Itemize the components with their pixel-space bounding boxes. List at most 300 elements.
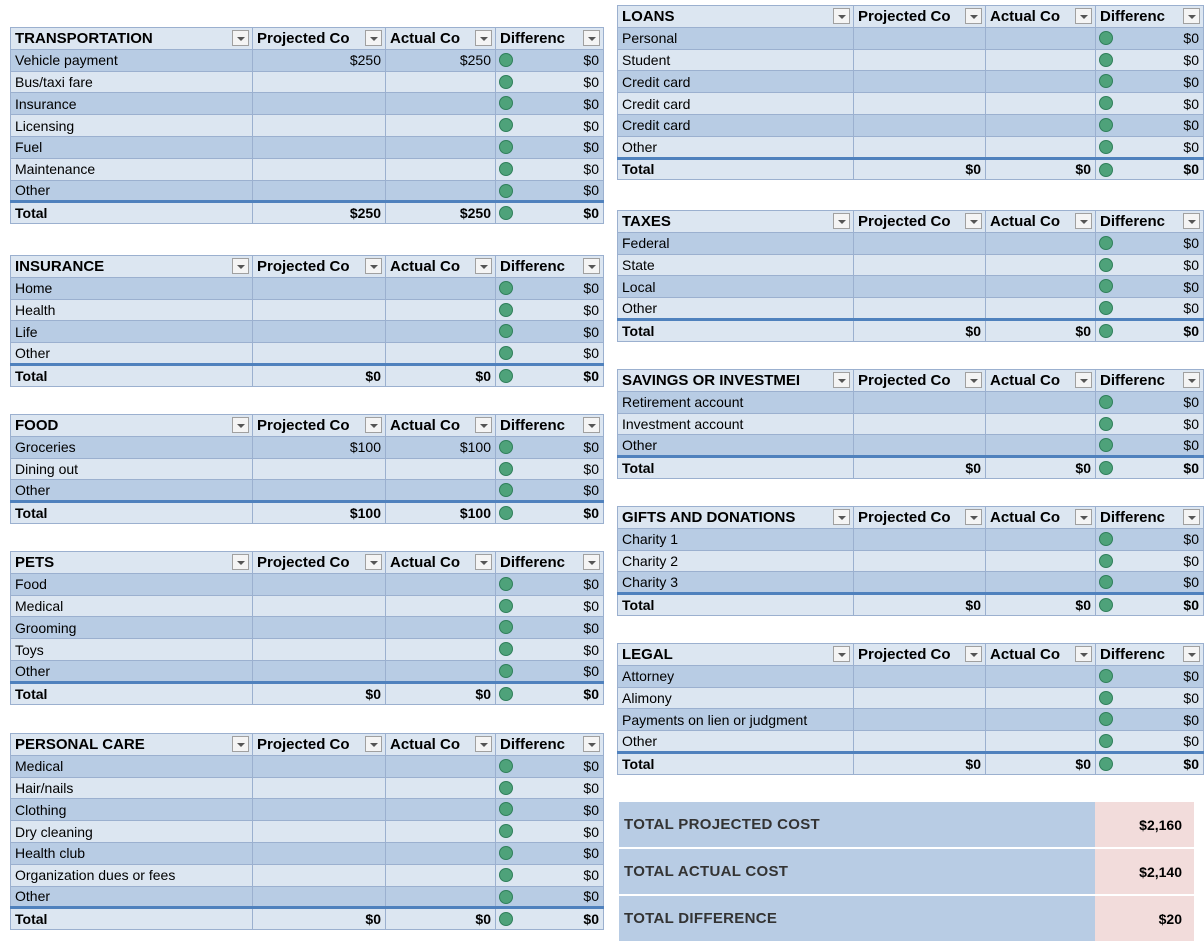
projected-cost-header[interactable] — [854, 370, 986, 392]
category-title-header[interactable] — [618, 644, 854, 666]
difference-cell[interactable] — [496, 49, 604, 71]
difference-cell[interactable] — [1096, 276, 1204, 298]
projected-cost-cell[interactable] — [854, 550, 986, 572]
difference-cell[interactable] — [496, 180, 604, 202]
actual-cost-cell[interactable] — [386, 821, 496, 843]
difference-cell[interactable] — [496, 639, 604, 661]
item-label-cell[interactable] — [618, 572, 854, 594]
total-projected-cell[interactable] — [854, 158, 986, 180]
actual-cost-header[interactable] — [386, 552, 496, 574]
actual-cost-header[interactable] — [986, 507, 1096, 529]
actual-cost-cell[interactable] — [986, 71, 1096, 93]
difference-cell[interactable] — [496, 321, 604, 343]
projected-cost-cell[interactable] — [854, 276, 986, 298]
actual-cost-cell[interactable] — [986, 528, 1096, 550]
total-actual-cell[interactable] — [386, 202, 496, 224]
actual-cost-cell[interactable] — [386, 480, 496, 502]
projected-cost-header[interactable] — [854, 6, 986, 28]
item-label-cell[interactable] — [11, 755, 253, 777]
item-label-cell[interactable] — [11, 458, 253, 480]
item-label-cell[interactable] — [11, 777, 253, 799]
difference-cell[interactable] — [496, 864, 604, 886]
projected-cost-cell[interactable] — [854, 709, 986, 731]
projected-cost-cell[interactable] — [253, 436, 386, 458]
projected-cost-cell[interactable] — [253, 93, 386, 115]
total-difference-cell[interactable] — [496, 682, 604, 704]
item-label-cell[interactable] — [618, 71, 854, 93]
actual-cost-cell[interactable] — [986, 136, 1096, 158]
item-label-cell[interactable] — [618, 731, 854, 753]
actual-cost-cell[interactable] — [386, 436, 496, 458]
item-label-cell[interactable] — [11, 180, 253, 202]
total-difference-cell[interactable] — [496, 908, 604, 930]
filter-dropdown-button[interactable] — [833, 8, 850, 24]
difference-cell[interactable] — [1096, 665, 1204, 687]
total-actual-cell[interactable] — [986, 457, 1096, 479]
total-difference-cell[interactable] — [1096, 158, 1204, 180]
difference-cell[interactable] — [496, 71, 604, 93]
difference-header[interactable] — [496, 415, 604, 437]
actual-cost-cell[interactable] — [386, 755, 496, 777]
item-label-cell[interactable] — [618, 93, 854, 115]
category-title-header[interactable] — [618, 211, 854, 233]
actual-cost-cell[interactable] — [386, 617, 496, 639]
item-label-cell[interactable] — [618, 27, 854, 49]
projected-cost-cell[interactable] — [253, 821, 386, 843]
item-label-cell[interactable] — [618, 528, 854, 550]
filter-dropdown-button[interactable] — [583, 417, 600, 433]
filter-dropdown-button[interactable] — [833, 646, 850, 662]
projected-cost-cell[interactable] — [854, 254, 986, 276]
item-label-cell[interactable] — [618, 413, 854, 435]
difference-cell[interactable] — [1096, 435, 1204, 457]
projected-cost-cell[interactable] — [253, 71, 386, 93]
total-label-cell[interactable] — [11, 202, 253, 224]
projected-cost-header[interactable] — [854, 644, 986, 666]
difference-cell[interactable] — [496, 660, 604, 682]
filter-dropdown-button[interactable] — [833, 213, 850, 229]
filter-dropdown-button[interactable] — [583, 258, 600, 274]
difference-cell[interactable] — [496, 277, 604, 299]
filter-dropdown-button[interactable] — [965, 8, 982, 24]
projected-cost-cell[interactable] — [854, 93, 986, 115]
difference-cell[interactable] — [1096, 136, 1204, 158]
difference-cell[interactable] — [1096, 709, 1204, 731]
difference-cell[interactable] — [496, 755, 604, 777]
actual-cost-cell[interactable] — [386, 49, 496, 71]
difference-cell[interactable] — [496, 458, 604, 480]
actual-cost-cell[interactable] — [386, 595, 496, 617]
projected-cost-cell[interactable] — [854, 232, 986, 254]
total-label-cell[interactable] — [11, 364, 253, 386]
difference-cell[interactable] — [496, 343, 604, 365]
actual-cost-cell[interactable] — [986, 665, 1096, 687]
projected-cost-cell[interactable] — [854, 27, 986, 49]
filter-dropdown-button[interactable] — [965, 213, 982, 229]
summary-value[interactable]: $2,160 — [1095, 802, 1194, 847]
category-title-header[interactable] — [11, 415, 253, 437]
filter-dropdown-button[interactable] — [1183, 8, 1200, 24]
total-actual-cell[interactable] — [986, 319, 1096, 341]
total-projected-cell[interactable] — [854, 594, 986, 616]
difference-cell[interactable] — [1096, 114, 1204, 136]
total-actual-cell[interactable] — [386, 364, 496, 386]
item-label-cell[interactable] — [11, 842, 253, 864]
difference-cell[interactable] — [1096, 232, 1204, 254]
actual-cost-header[interactable] — [986, 211, 1096, 233]
difference-cell[interactable] — [1096, 572, 1204, 594]
item-label-cell[interactable] — [618, 114, 854, 136]
item-label-cell[interactable] — [618, 136, 854, 158]
item-label-cell[interactable] — [11, 573, 253, 595]
item-label-cell[interactable] — [11, 821, 253, 843]
difference-cell[interactable] — [496, 821, 604, 843]
actual-cost-header[interactable] — [386, 28, 496, 50]
total-projected-cell[interactable] — [854, 457, 986, 479]
filter-dropdown-button[interactable] — [965, 372, 982, 388]
projected-cost-header[interactable] — [253, 734, 386, 756]
filter-dropdown-button[interactable] — [1075, 372, 1092, 388]
actual-cost-cell[interactable] — [986, 232, 1096, 254]
item-label-cell[interactable] — [618, 276, 854, 298]
actual-cost-cell[interactable] — [986, 254, 1096, 276]
filter-dropdown-button[interactable] — [1183, 509, 1200, 525]
total-projected-cell[interactable] — [854, 319, 986, 341]
actual-cost-cell[interactable] — [986, 687, 1096, 709]
filter-dropdown-button[interactable] — [1075, 213, 1092, 229]
filter-dropdown-button[interactable] — [1183, 213, 1200, 229]
actual-cost-header[interactable] — [386, 415, 496, 437]
actual-cost-cell[interactable] — [386, 660, 496, 682]
filter-dropdown-button[interactable] — [1075, 646, 1092, 662]
total-difference-cell[interactable] — [1096, 457, 1204, 479]
difference-cell[interactable] — [1096, 731, 1204, 753]
filter-dropdown-button[interactable] — [365, 554, 382, 570]
filter-dropdown-button[interactable] — [583, 30, 600, 46]
difference-header[interactable] — [496, 552, 604, 574]
projected-cost-cell[interactable] — [253, 864, 386, 886]
actual-cost-cell[interactable] — [986, 93, 1096, 115]
filter-dropdown-button[interactable] — [1075, 509, 1092, 525]
projected-cost-cell[interactable] — [854, 435, 986, 457]
filter-dropdown-button[interactable] — [475, 736, 492, 752]
category-title-header[interactable] — [11, 256, 253, 278]
difference-cell[interactable] — [1096, 413, 1204, 435]
item-label-cell[interactable] — [11, 617, 253, 639]
actual-cost-cell[interactable] — [386, 842, 496, 864]
item-label-cell[interactable] — [618, 687, 854, 709]
filter-dropdown-button[interactable] — [965, 509, 982, 525]
item-label-cell[interactable] — [618, 550, 854, 572]
actual-cost-cell[interactable] — [386, 458, 496, 480]
filter-dropdown-button[interactable] — [833, 509, 850, 525]
total-actual-cell[interactable] — [986, 752, 1096, 774]
projected-cost-cell[interactable] — [854, 731, 986, 753]
summary-value[interactable]: $2,140 — [1095, 849, 1194, 894]
difference-cell[interactable] — [1096, 27, 1204, 49]
item-label-cell[interactable] — [618, 232, 854, 254]
category-title-header[interactable] — [618, 370, 854, 392]
actual-cost-cell[interactable] — [386, 299, 496, 321]
difference-cell[interactable] — [496, 299, 604, 321]
projected-cost-cell[interactable] — [253, 617, 386, 639]
difference-cell[interactable] — [496, 115, 604, 137]
actual-cost-cell[interactable] — [386, 321, 496, 343]
filter-dropdown-button[interactable] — [833, 372, 850, 388]
filter-dropdown-button[interactable] — [365, 736, 382, 752]
filter-dropdown-button[interactable] — [1183, 646, 1200, 662]
actual-cost-cell[interactable] — [986, 27, 1096, 49]
category-title-header[interactable] — [11, 734, 253, 756]
projected-cost-cell[interactable] — [253, 573, 386, 595]
actual-cost-header[interactable] — [386, 256, 496, 278]
projected-cost-cell[interactable] — [854, 665, 986, 687]
actual-cost-cell[interactable] — [386, 864, 496, 886]
projected-cost-cell[interactable] — [253, 755, 386, 777]
total-label-cell[interactable] — [11, 682, 253, 704]
total-difference-cell[interactable] — [1096, 319, 1204, 341]
actual-cost-header[interactable] — [986, 644, 1096, 666]
total-actual-cell[interactable] — [386, 682, 496, 704]
difference-cell[interactable] — [496, 842, 604, 864]
filter-dropdown-button[interactable] — [232, 417, 249, 433]
total-label-cell[interactable] — [11, 908, 253, 930]
actual-cost-cell[interactable] — [986, 572, 1096, 594]
difference-header[interactable] — [496, 28, 604, 50]
actual-cost-header[interactable] — [986, 370, 1096, 392]
projected-cost-cell[interactable] — [854, 49, 986, 71]
projected-cost-cell[interactable] — [253, 480, 386, 502]
actual-cost-cell[interactable] — [386, 343, 496, 365]
actual-cost-cell[interactable] — [386, 886, 496, 908]
difference-cell[interactable] — [496, 617, 604, 639]
item-label-cell[interactable] — [618, 254, 854, 276]
total-label-cell[interactable] — [618, 457, 854, 479]
actual-cost-cell[interactable] — [986, 413, 1096, 435]
filter-dropdown-button[interactable] — [232, 736, 249, 752]
projected-cost-cell[interactable] — [253, 777, 386, 799]
projected-cost-cell[interactable] — [854, 528, 986, 550]
difference-cell[interactable] — [1096, 93, 1204, 115]
filter-dropdown-button[interactable] — [475, 258, 492, 274]
item-label-cell[interactable] — [618, 298, 854, 320]
total-projected-cell[interactable] — [253, 682, 386, 704]
difference-header[interactable] — [1096, 644, 1204, 666]
difference-header[interactable] — [496, 256, 604, 278]
total-actual-cell[interactable] — [986, 158, 1096, 180]
filter-dropdown-button[interactable] — [232, 258, 249, 274]
actual-cost-cell[interactable] — [386, 639, 496, 661]
projected-cost-header[interactable] — [854, 507, 986, 529]
filter-dropdown-button[interactable] — [1075, 8, 1092, 24]
item-label-cell[interactable] — [11, 71, 253, 93]
difference-cell[interactable] — [1096, 528, 1204, 550]
item-label-cell[interactable] — [11, 49, 253, 71]
item-label-cell[interactable] — [11, 321, 253, 343]
projected-cost-cell[interactable] — [253, 799, 386, 821]
projected-cost-cell[interactable] — [253, 595, 386, 617]
item-label-cell[interactable] — [11, 595, 253, 617]
difference-cell[interactable] — [496, 777, 604, 799]
actual-cost-cell[interactable] — [986, 435, 1096, 457]
item-label-cell[interactable] — [11, 864, 253, 886]
item-label-cell[interactable] — [11, 639, 253, 661]
actual-cost-cell[interactable] — [386, 136, 496, 158]
actual-cost-cell[interactable] — [986, 49, 1096, 71]
difference-cell[interactable] — [496, 93, 604, 115]
total-label-cell[interactable] — [618, 752, 854, 774]
difference-header[interactable] — [1096, 507, 1204, 529]
total-difference-cell[interactable] — [1096, 752, 1204, 774]
category-title-header[interactable] — [11, 28, 253, 50]
item-label-cell[interactable] — [11, 799, 253, 821]
total-difference-cell[interactable] — [496, 202, 604, 224]
difference-cell[interactable] — [496, 595, 604, 617]
filter-dropdown-button[interactable] — [1183, 372, 1200, 388]
filter-dropdown-button[interactable] — [583, 736, 600, 752]
actual-cost-cell[interactable] — [386, 71, 496, 93]
projected-cost-cell[interactable] — [253, 136, 386, 158]
total-actual-cell[interactable] — [986, 594, 1096, 616]
item-label-cell[interactable] — [618, 435, 854, 457]
filter-dropdown-button[interactable] — [232, 554, 249, 570]
difference-header[interactable] — [1096, 211, 1204, 233]
actual-cost-cell[interactable] — [386, 777, 496, 799]
total-projected-cell[interactable] — [253, 502, 386, 524]
projected-cost-cell[interactable] — [253, 343, 386, 365]
projected-cost-header[interactable] — [253, 28, 386, 50]
projected-cost-cell[interactable] — [253, 842, 386, 864]
filter-dropdown-button[interactable] — [475, 30, 492, 46]
projected-cost-cell[interactable] — [253, 277, 386, 299]
actual-cost-cell[interactable] — [986, 391, 1096, 413]
item-label-cell[interactable] — [11, 436, 253, 458]
category-title-header[interactable] — [11, 552, 253, 574]
category-title-header[interactable] — [618, 6, 854, 28]
projected-cost-header[interactable] — [253, 415, 386, 437]
difference-cell[interactable] — [496, 136, 604, 158]
projected-cost-cell[interactable] — [253, 49, 386, 71]
actual-cost-cell[interactable] — [986, 114, 1096, 136]
total-label-cell[interactable] — [618, 158, 854, 180]
item-label-cell[interactable] — [11, 93, 253, 115]
actual-cost-header[interactable] — [986, 6, 1096, 28]
projected-cost-cell[interactable] — [854, 391, 986, 413]
total-difference-cell[interactable] — [1096, 594, 1204, 616]
item-label-cell[interactable] — [618, 391, 854, 413]
projected-cost-cell[interactable] — [253, 639, 386, 661]
projected-cost-cell[interactable] — [854, 114, 986, 136]
item-label-cell[interactable] — [11, 660, 253, 682]
projected-cost-cell[interactable] — [854, 298, 986, 320]
total-label-cell[interactable] — [618, 594, 854, 616]
item-label-cell[interactable] — [618, 49, 854, 71]
projected-cost-cell[interactable] — [854, 413, 986, 435]
difference-cell[interactable] — [496, 158, 604, 180]
item-label-cell[interactable] — [11, 886, 253, 908]
difference-header[interactable] — [1096, 6, 1204, 28]
difference-cell[interactable] — [1096, 298, 1204, 320]
item-label-cell[interactable] — [11, 136, 253, 158]
filter-dropdown-button[interactable] — [365, 30, 382, 46]
difference-cell[interactable] — [496, 480, 604, 502]
item-label-cell[interactable] — [11, 299, 253, 321]
difference-cell[interactable] — [496, 886, 604, 908]
projected-cost-cell[interactable] — [253, 886, 386, 908]
total-projected-cell[interactable] — [854, 752, 986, 774]
total-label-cell[interactable] — [11, 502, 253, 524]
projected-cost-header[interactable] — [253, 552, 386, 574]
total-difference-cell[interactable] — [496, 364, 604, 386]
projected-cost-cell[interactable] — [253, 115, 386, 137]
filter-dropdown-button[interactable] — [965, 646, 982, 662]
projected-cost-cell[interactable] — [854, 136, 986, 158]
filter-dropdown-button[interactable] — [583, 554, 600, 570]
total-projected-cell[interactable] — [253, 908, 386, 930]
difference-cell[interactable] — [1096, 71, 1204, 93]
item-label-cell[interactable] — [11, 277, 253, 299]
actual-cost-cell[interactable] — [986, 709, 1096, 731]
actual-cost-cell[interactable] — [386, 180, 496, 202]
item-label-cell[interactable] — [11, 158, 253, 180]
actual-cost-cell[interactable] — [986, 276, 1096, 298]
total-projected-cell[interactable] — [253, 364, 386, 386]
projected-cost-cell[interactable] — [854, 687, 986, 709]
projected-cost-cell[interactable] — [253, 180, 386, 202]
item-label-cell[interactable] — [618, 665, 854, 687]
actual-cost-cell[interactable] — [386, 573, 496, 595]
category-title-header[interactable] — [618, 507, 854, 529]
projected-cost-cell[interactable] — [253, 299, 386, 321]
projected-cost-cell[interactable] — [253, 660, 386, 682]
difference-header[interactable] — [1096, 370, 1204, 392]
actual-cost-cell[interactable] — [386, 115, 496, 137]
actual-cost-cell[interactable] — [986, 731, 1096, 753]
item-label-cell[interactable] — [11, 115, 253, 137]
total-label-cell[interactable] — [618, 319, 854, 341]
item-label-cell[interactable] — [11, 343, 253, 365]
projected-cost-header[interactable] — [253, 256, 386, 278]
actual-cost-cell[interactable] — [386, 277, 496, 299]
item-label-cell[interactable] — [11, 480, 253, 502]
difference-cell[interactable] — [496, 799, 604, 821]
filter-dropdown-button[interactable] — [232, 30, 249, 46]
difference-cell[interactable] — [496, 573, 604, 595]
difference-cell[interactable] — [1096, 550, 1204, 572]
difference-cell[interactable] — [496, 436, 604, 458]
difference-cell[interactable] — [1096, 254, 1204, 276]
difference-header[interactable] — [496, 734, 604, 756]
filter-dropdown-button[interactable] — [475, 554, 492, 570]
actual-cost-cell[interactable] — [986, 550, 1096, 572]
actual-cost-header[interactable] — [386, 734, 496, 756]
projected-cost-cell[interactable] — [253, 321, 386, 343]
projected-cost-cell[interactable] — [253, 158, 386, 180]
filter-dropdown-button[interactable] — [365, 417, 382, 433]
total-projected-cell[interactable] — [253, 202, 386, 224]
filter-dropdown-button[interactable] — [475, 417, 492, 433]
actual-cost-cell[interactable] — [386, 799, 496, 821]
projected-cost-cell[interactable] — [253, 458, 386, 480]
actual-cost-cell[interactable] — [986, 298, 1096, 320]
actual-cost-cell[interactable] — [386, 158, 496, 180]
total-actual-cell[interactable] — [386, 908, 496, 930]
item-label-cell[interactable] — [618, 709, 854, 731]
filter-dropdown-button[interactable] — [365, 258, 382, 274]
difference-cell[interactable] — [1096, 391, 1204, 413]
summary-value[interactable]: $20 — [1095, 896, 1194, 941]
total-difference-cell[interactable] — [496, 502, 604, 524]
